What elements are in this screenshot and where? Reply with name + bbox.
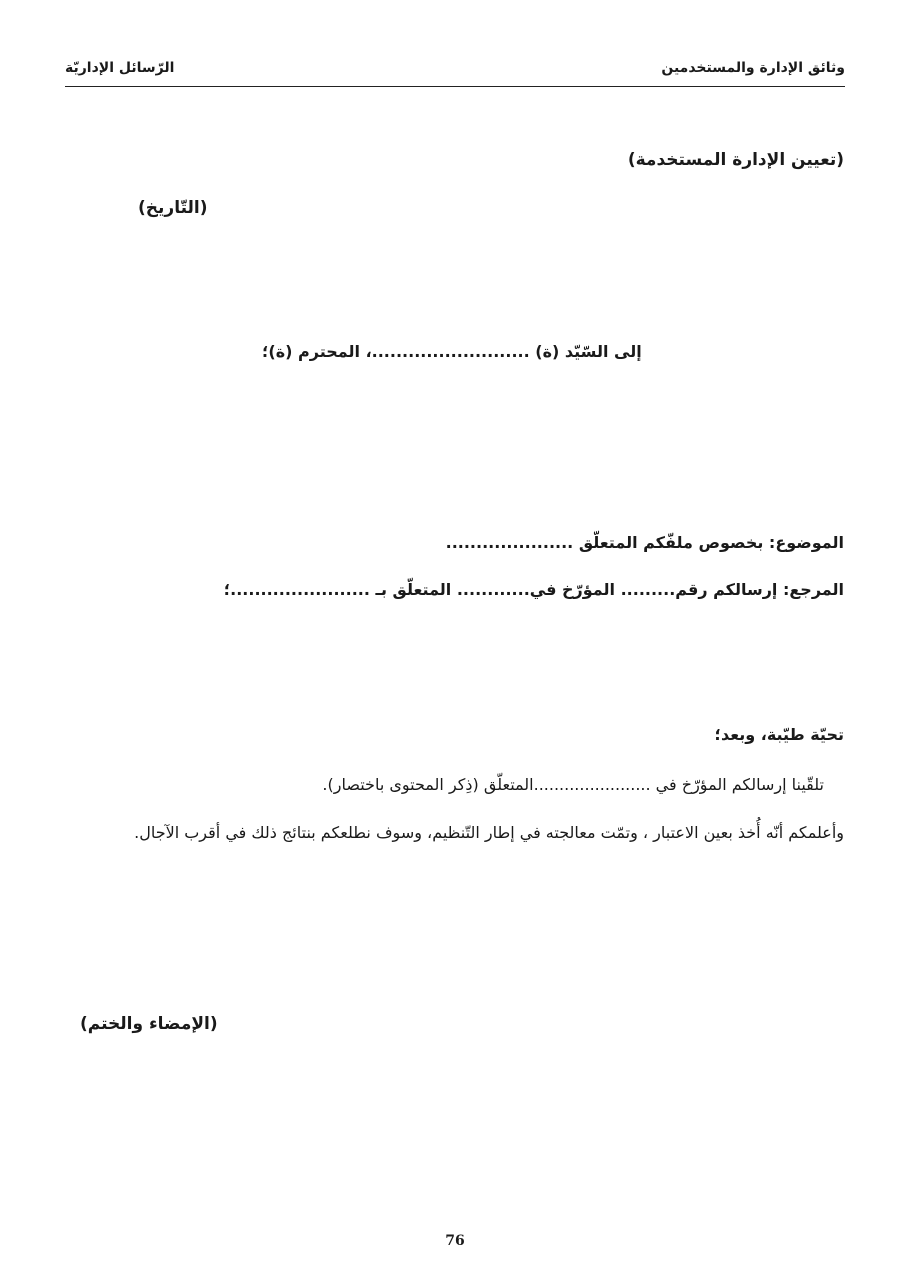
signature-and-stamp: (الإمضاء والختم) <box>80 1014 218 1034</box>
letter-date: (التّاريخ) <box>138 198 208 218</box>
greeting-line: تحيّة طيّبة، وبعد؛ <box>714 725 844 744</box>
body-paragraph-1: تلقّينا إرسالكم المؤرّخ في .......................المتعلّق (ذِكر المحتوى باختصار). <box>322 775 824 794</box>
sender-administration: (تعيين الإدارة المستخدمة) <box>627 150 844 170</box>
header-section-title: وثائق الإدارة والمستخدمين <box>661 60 845 76</box>
header-divider <box>65 86 845 87</box>
reference-line: المرجع: إرسالكم رقم......... المؤرّخ في............ المتعلّق بـ .......................؛ <box>223 580 844 599</box>
subject-line: الموضوع: بخصوص ملفّكم المتعلّق ..................... <box>445 533 844 552</box>
page-number: 76 <box>445 1233 465 1249</box>
body-paragraph-2: وأعلمكم أنّه أُخذ بعين الاعتبار ، وتمّت معالجته في إطار التّنظيم، وسوف نطلعكم بنتائج ذلك في أقرب الآجال. <box>134 823 844 842</box>
addressee-line: إلى السّيّد (ة) ..........................، المحترم (ة)؛ <box>262 342 642 361</box>
header-chapter-title: الرّسائل الإداريّة <box>65 60 175 76</box>
